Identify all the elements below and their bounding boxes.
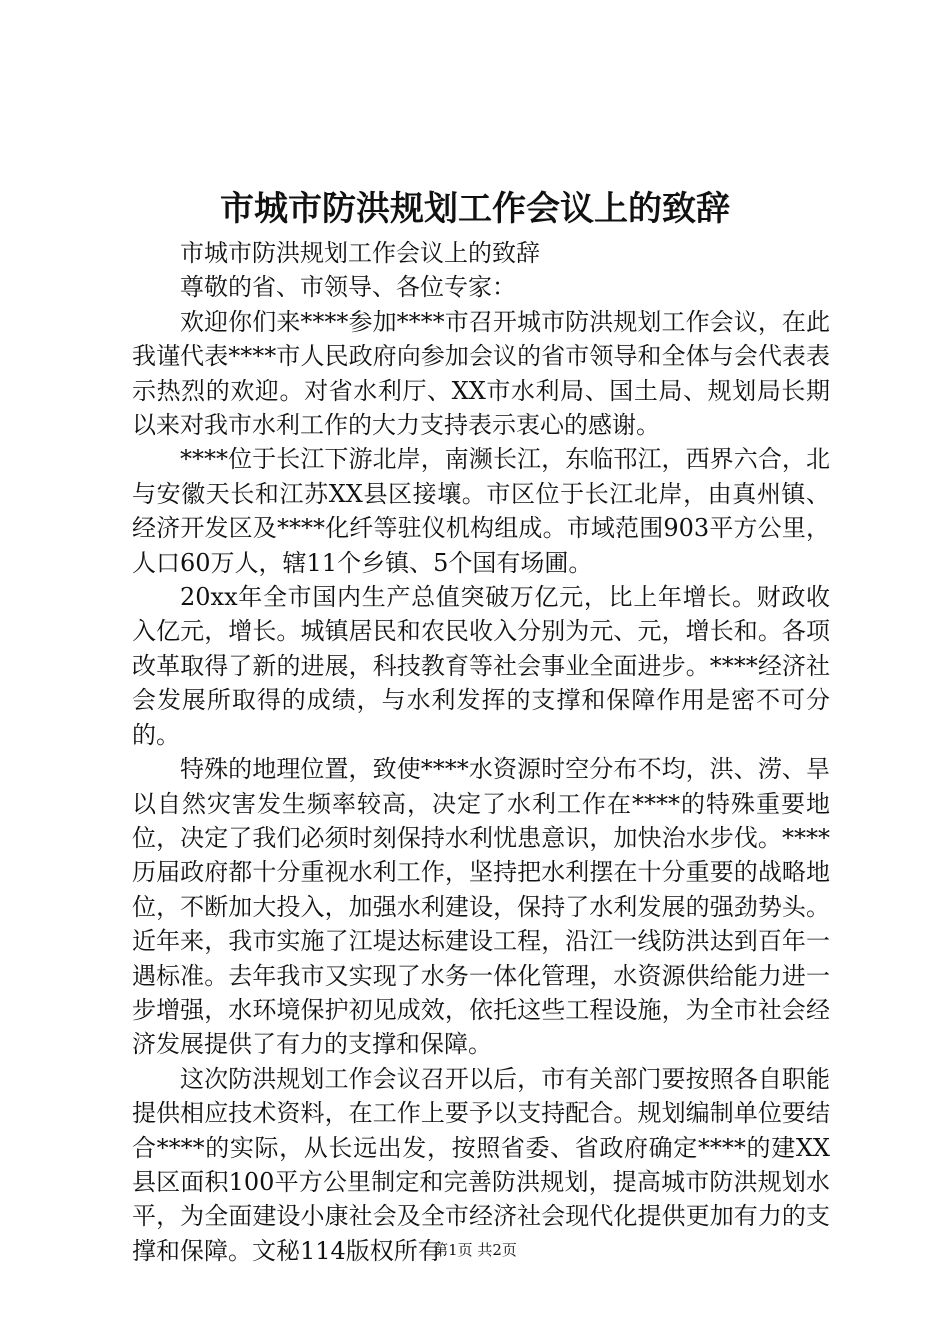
paragraph-planning: 这次防洪规划工作会议召开以后，市有关部门要按照各自职能提供相应技术资料，在工作上要予以支持配合。规划编制单位要结合****的实际，从长远出发，按照省委、省政府确定****的建XX县区面积100平方公里制定和完善防洪规划，提高城市防洪规划水平，为全面建设小康社会及全市经济社会现代化提供更加有力的支撑和保障。文秘114版权所有 <box>132 1064 830 1265</box>
page-number-footer: 第1页 共2页 <box>433 1241 517 1259</box>
paragraph-subtitle: 市城市防洪规划工作会议上的致辞 <box>180 239 540 267</box>
paragraph-water-conservancy: 特殊的地理位置，致使****水资源时空分布不均，洪、涝、旱以自然灾害发生频率较高，决定了水利工作在****的特殊重要地位，决定了我们必须时刻保持水利忧患意识，加快治水步伐。****历届政府都十分重视水利工作，坚持把水利摆在十分重要的战略地位，不断加大投入，加强水利建设，保持了水利发展的强劲势头。近年来，我市实施了江堤达标建设工程，沿江一线防洪达到百年一遇标准。去年我市又实现了水务一体化管理，水资源供给能力进一步增强，水环境保护初见成效，依托这些工程设施，为全市社会经济发展提供了有力的支撑和保障。 <box>132 755 830 1059</box>
paragraph-welcome: 欢迎你们来****参加****市召开城市防洪规划工作会议，在此我谨代表****市人民政府向参加会议的省市领导和全体与会代表表示热烈的欢迎。对省水利厅、XX市水利局、国土局、规划局长期以来对我市水利工作的大力支持表示衷心的感谢。 <box>132 307 830 440</box>
document-title: 市城市防洪规划工作会议上的致辞 <box>220 189 730 229</box>
document-body <box>132 236 830 1268</box>
paragraph-salutation: 尊敬的省、市领导、各位专家： <box>180 273 516 302</box>
paragraph-location: ****位于长江下游北岸，南濒长江，东临邗江，西界六合，北与安徽天长和江苏XX县区接壤。市区位于长江北岸，由真州镇、经济开发区及****化纤等驻仪机构组成。市域范围903平方公里，人口60万人，辖11个乡镇、5个国有场圃。 <box>132 445 830 577</box>
paragraph-economy: 20xx年全市国内生产总值突破万亿元，比上年增长。财政收入亿元，增长。城镇居民和农民收入分别为元、元，增长和。各项改革取得了新的进展，科技教育等社会事业全面进步。****经济社会发展所取得的成绩，与水利发挥的支撑和保障作用是密不可分的。 <box>132 583 830 749</box>
